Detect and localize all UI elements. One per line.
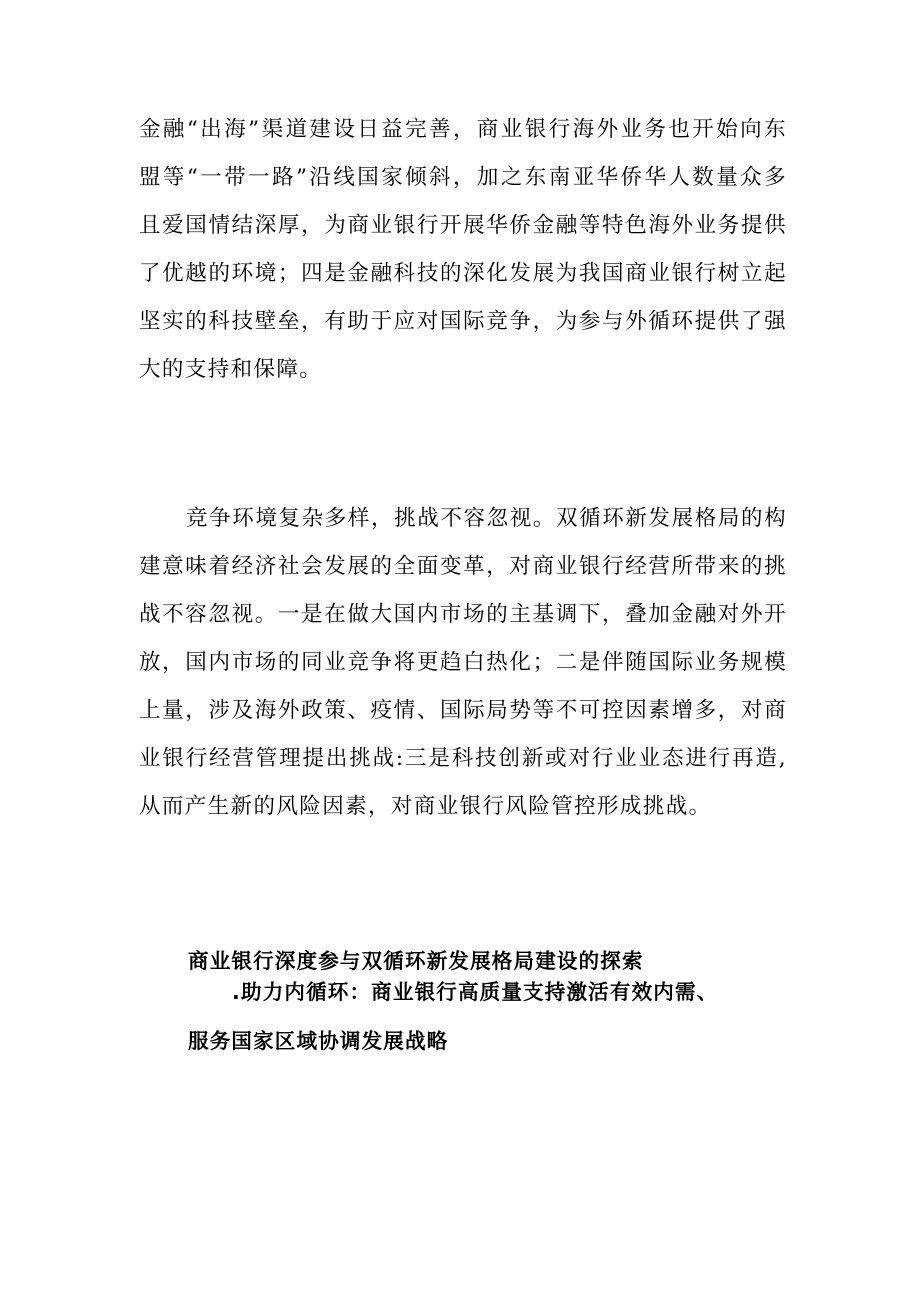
paragraph-line: 了优越的环境；四是金融科技的深化发展为我国商业银行树立起	[139, 261, 787, 286]
body-paragraph-2	[139, 495, 787, 831]
paragraph-line: 大的支持和保障。	[139, 357, 323, 382]
subsection-heading-line-1: .助力内循环：商业银行高质量支持激活有效内需、	[232, 980, 719, 1004]
subsection-heading-line-2: 服务国家区域协调发展战略	[188, 1029, 449, 1053]
paragraph-line: 放，国内市场的同业竞争将更趋白热化；二是伴随国际业务规模	[139, 650, 787, 675]
paragraph-line: 建意味着经济社会发展的全面变革，对商业银行经营所带来的挑	[139, 554, 787, 579]
paragraph-line: 坚实的科技壁垒，有助于应对国际竞争，为参与外循环提供了强	[139, 309, 787, 334]
paragraph-line: 金融“出海”渠道建设日益完善，商业银行海外业务也开始向东	[139, 117, 787, 142]
section-heading: 商业银行深度参与双循环新发展格局建设的探索	[188, 949, 644, 973]
paragraph-line: 上量，涉及海外政策、疫情、国际局势等不可控因素增多，对商	[139, 698, 787, 723]
paragraph-line: 从而产生新的风险因素，对商业银行风险管控形成挑战。	[139, 794, 712, 819]
paragraph-line: 竞争环境复杂多样，挑战不容忽视。双循环新发展格局的构	[186, 506, 787, 531]
paragraph-line: 业银行经营管理提出挑战:三是科技创新或对行业业态进行再造,	[139, 746, 787, 771]
paragraph-line: 且爱国情结深厚，为商业银行开展华侨金融等特色海外业务提供	[139, 213, 787, 238]
paragraph-line: 战不容忽视。一是在做大国内市场的主基调下，叠加金融对外开	[139, 602, 787, 627]
paragraph-line: 盟等“一带一路”沿线国家倾斜，加之东南亚华侨华人数量众多	[139, 165, 787, 190]
body-paragraph-1	[139, 106, 787, 394]
